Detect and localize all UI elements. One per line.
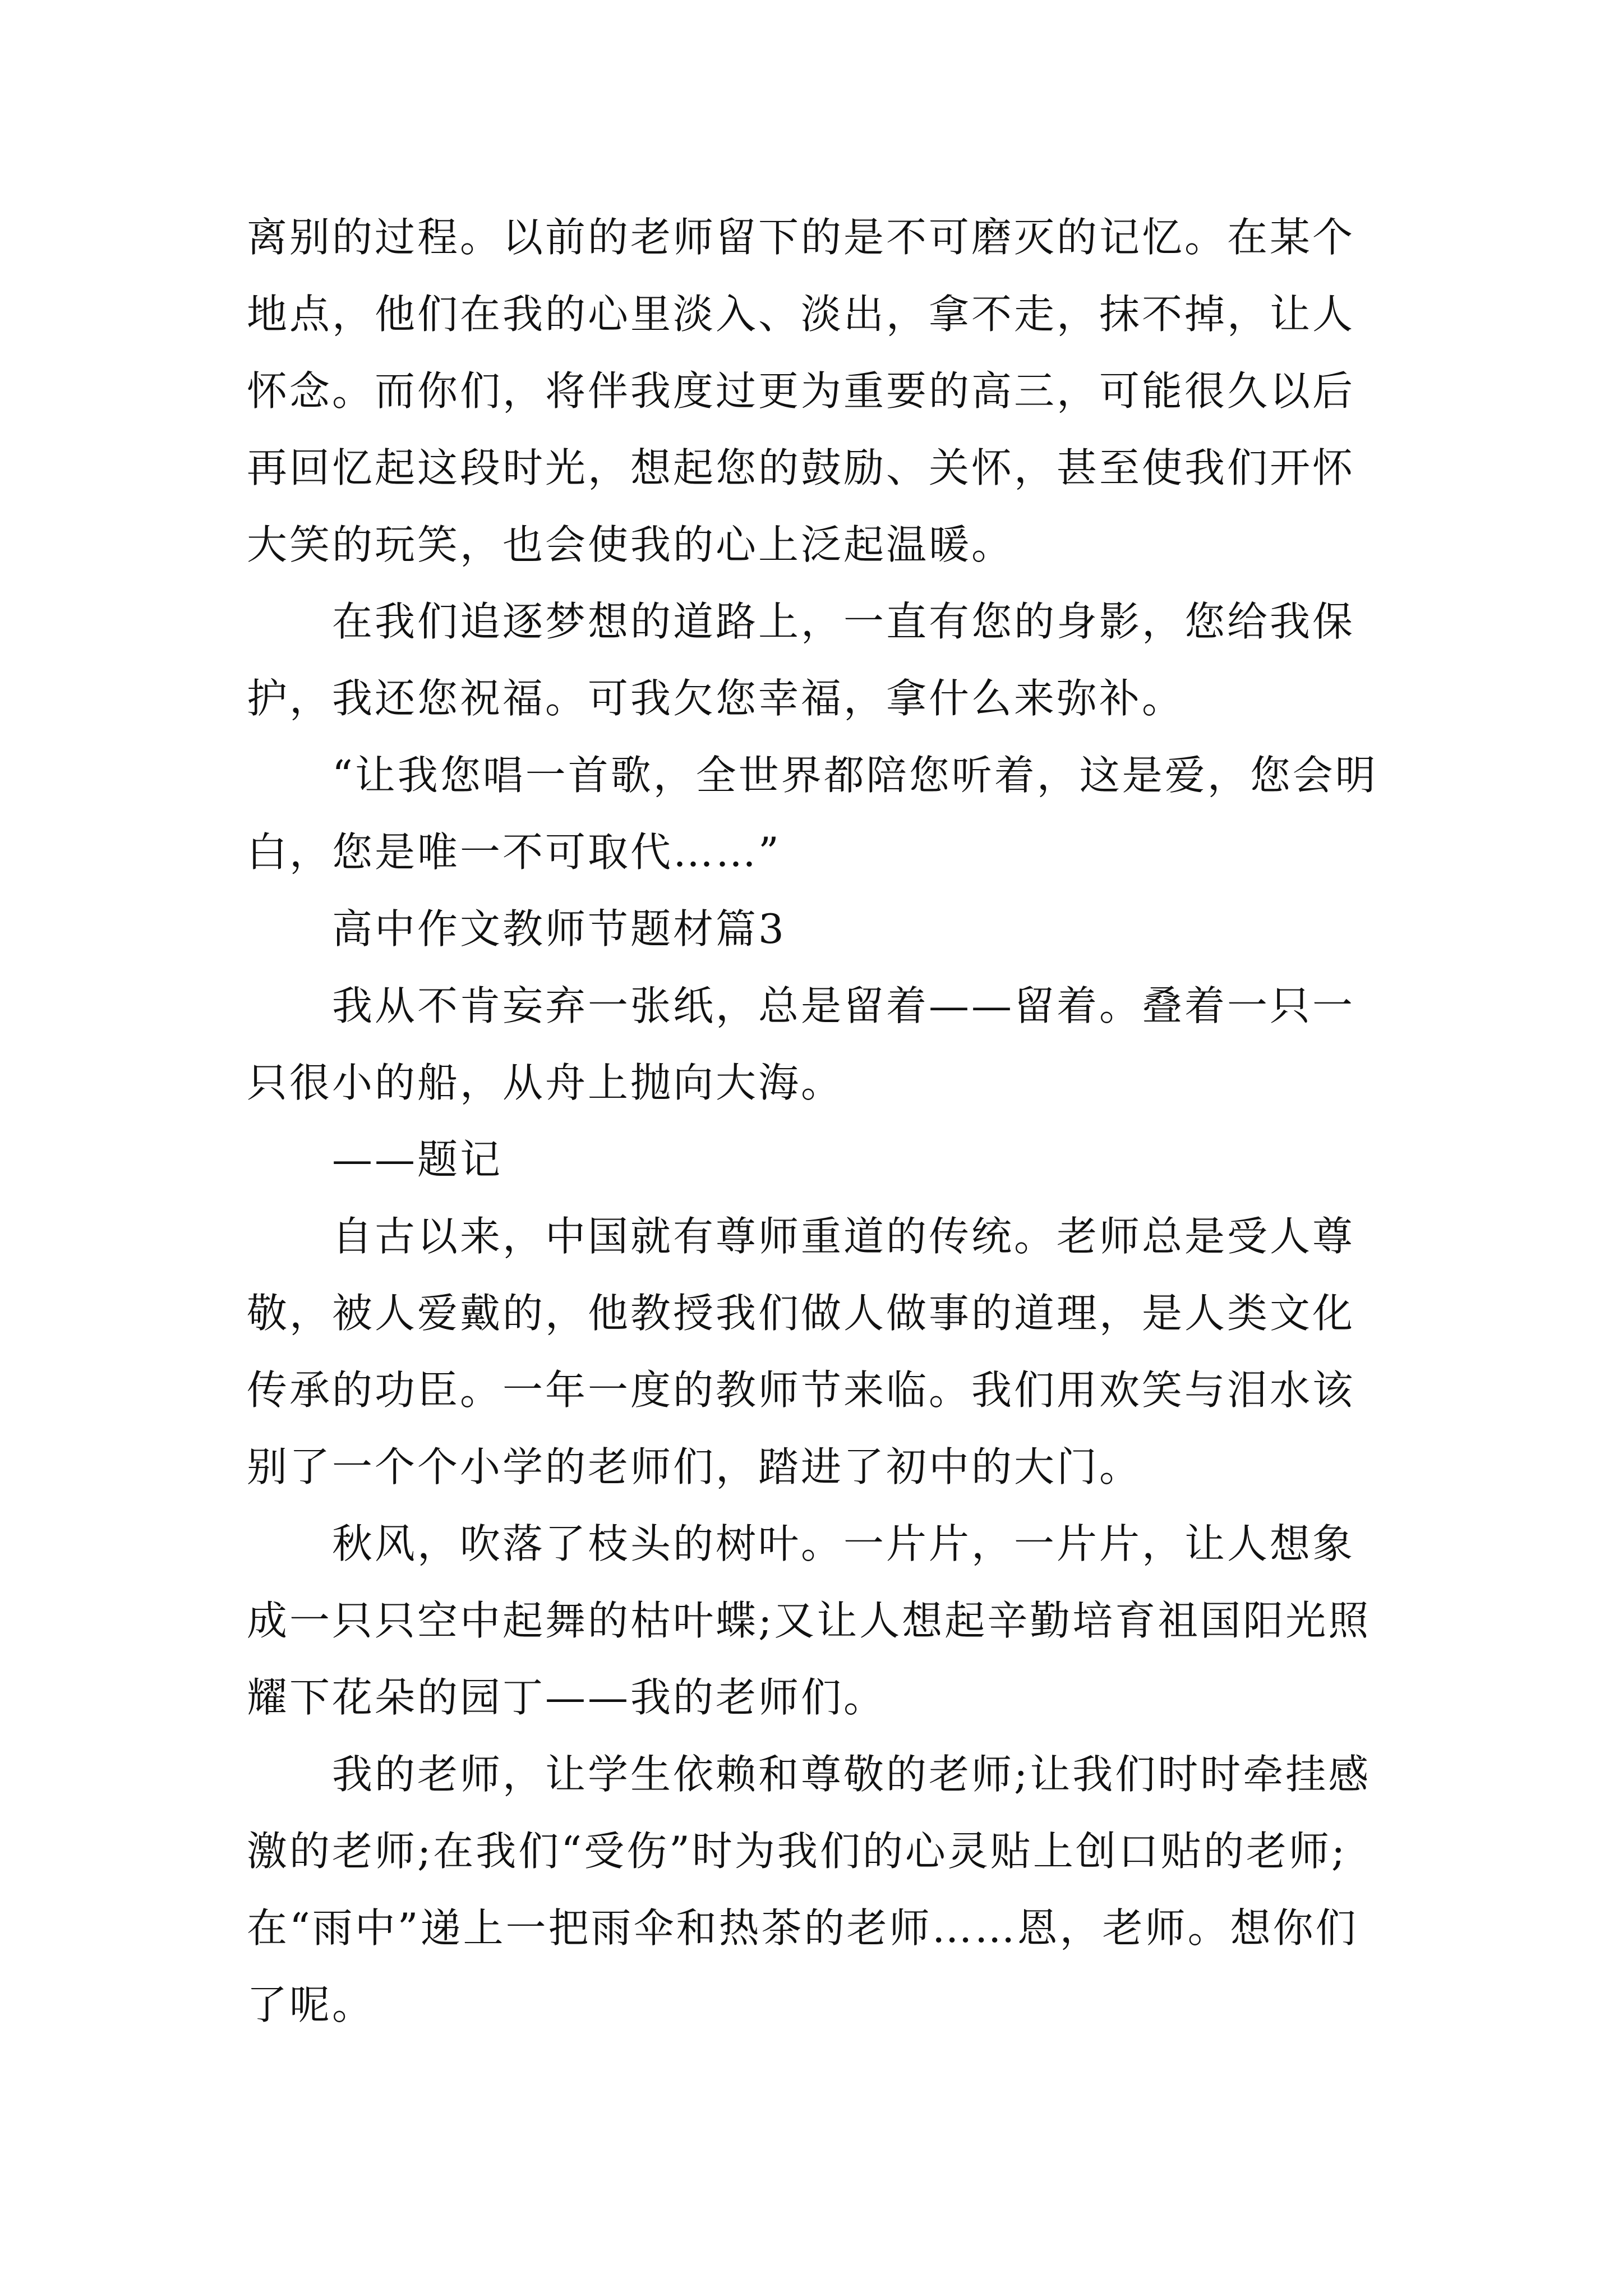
paragraph-4: 我从不肯妄弃一张纸，总是留着——留着。叠着一只一只很小的船，从舟上抛向大海。 bbox=[247, 982, 1355, 1106]
section-heading: 高中作文教师节题材篇3 bbox=[332, 905, 786, 953]
paragraph-5: 自古以来，中国就有尊师重道的传统。老师总是受人尊敬，被人爱戴的，他教授我们做人做事的道理，是人类文化传承的功臣。一年一度的教师节来临。我们用欢笑与泪水该别了一个个小学的老师们，踏进了初中的大门。 bbox=[247, 1213, 1355, 1490]
paragraph-2: 在我们追逐梦想的道路上，一直有您的身影，您给我保护，我还您祝福。可我欠您幸福，拿什么来弥补。 bbox=[247, 598, 1355, 722]
paragraph-1: 离别的过程。以前的老师留下的是不可磨灭的记忆。在某个地点，他们在我的心里淡入、淡出，拿不走，抹不掉，让人怀念。而你们，将伴我度过更为重要的高三，可能很久以后再回忆起这段时光，想起您的鼓励、关怀，甚至使我们开怀大笑的玩笑，也会使我的心上泛起温暖。 bbox=[247, 214, 1355, 568]
article-body bbox=[247, 199, 1396, 2044]
epigraph-attribution: ——题记 bbox=[332, 1136, 503, 1183]
paragraph-6: 秋风，吹落了枝头的树叶。一片片，一片片，让人想象成一只只空中起舞的枯叶蝶;又让人想起辛勤培育祖国阳光照耀下花朵的园丁——我的老师们。 bbox=[247, 1520, 1371, 1721]
paragraph-7: 我的老师，让学生依赖和尊敬的老师;让我们时时牵挂感激的老师;在我们“受伤”时为我们的心灵贴上创口贴的老师;在“雨中”递上一把雨伞和热茶的老师……恩，老师。想你们了呢。 bbox=[247, 1751, 1371, 2028]
paragraph-3: “让我您唱一首歌，全世界都陪您听着，这是爱，您会明白，您是唯一不可取代……” bbox=[247, 752, 1378, 876]
